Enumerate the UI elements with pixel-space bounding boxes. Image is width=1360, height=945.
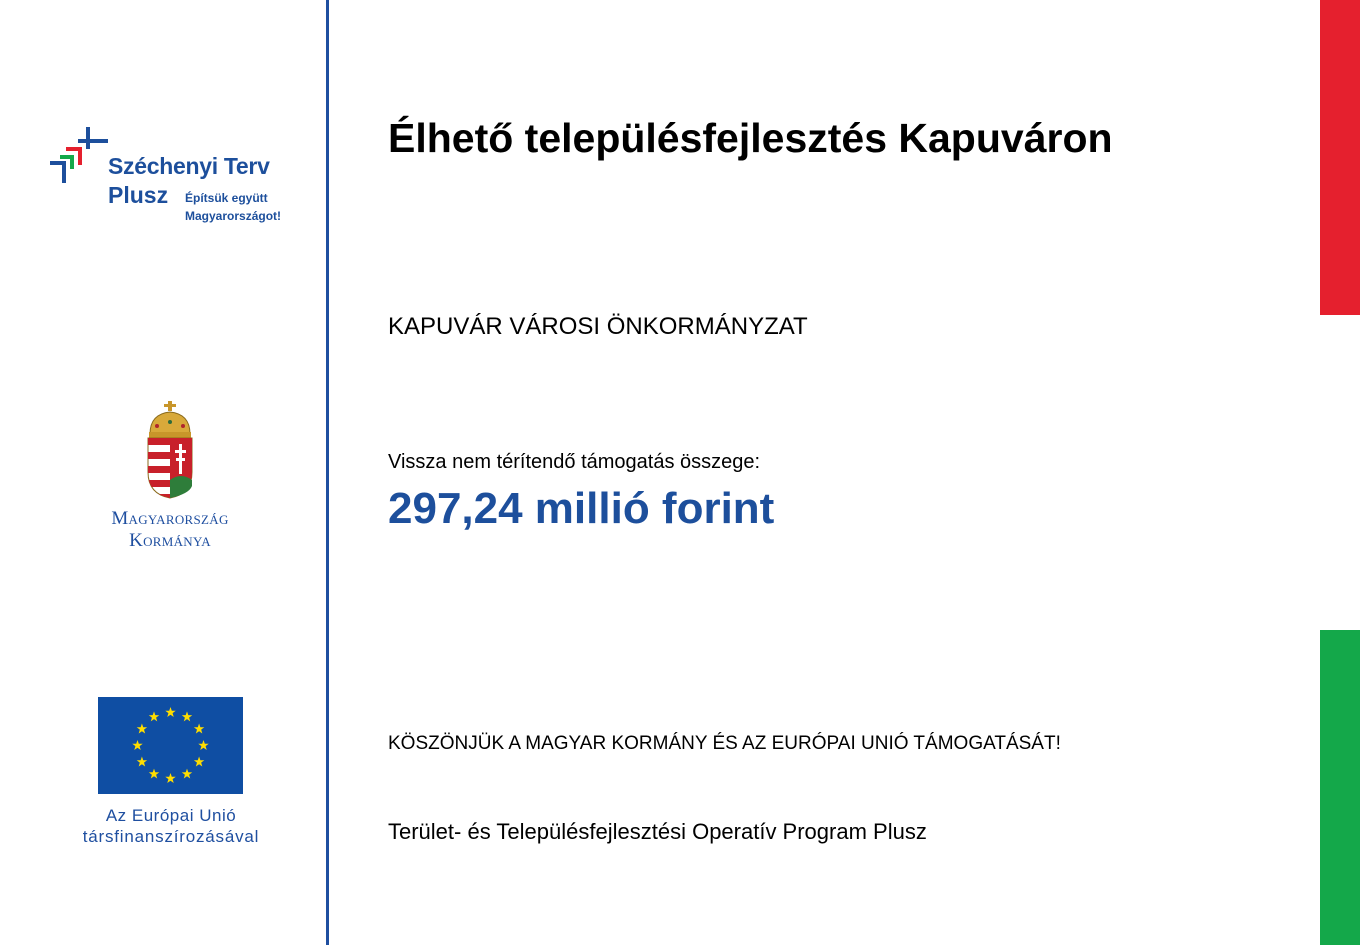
- government-name-line-2: Kormánya: [129, 530, 211, 551]
- grant-amount-label: Vissza nem térítendő támogatás összege:: [388, 451, 761, 473]
- eu-star-icon: [182, 711, 192, 721]
- szechenyi-logo: [50, 125, 310, 230]
- coat-of-arms-icon: [145, 400, 195, 500]
- szechenyi-tagline-1: Építsük együtt: [185, 191, 268, 205]
- szechenyi-plus: Plusz: [108, 182, 169, 208]
- program-name: Terület- és Településfejlesztési Operatív Program Plusz: [388, 819, 927, 844]
- eu-star-icon: [132, 740, 142, 750]
- vertical-divider: [326, 0, 329, 945]
- eu-star-icon: [194, 724, 204, 734]
- project-title: Élhető településfejlesztés Kapuváron: [388, 115, 1113, 161]
- szechenyi-cross-icon: [50, 125, 110, 187]
- eu-caption-line-1: Az Európai Unió: [105, 806, 237, 825]
- eu-star-icon: [149, 769, 159, 779]
- grant-amount: 297,24 millió forint: [388, 484, 775, 533]
- eu-star-icon: [165, 773, 175, 783]
- szechenyi-name: Széchenyi Terv: [108, 153, 270, 179]
- logo-panel: [0, 0, 326, 945]
- government-logo: [70, 400, 270, 560]
- eu-star-icon: [165, 707, 175, 717]
- thanks-message: KÖSZÖNJÜK A MAGYAR KORMÁNY ÉS AZ EURÓPAI UNIÓ TÁMOGATÁSÁT!: [388, 733, 1061, 754]
- beneficiary-name: KAPUVÁR VÁROSI ÖNKORMÁNYZAT: [388, 313, 808, 340]
- government-name-line-1: Magyarország: [111, 508, 229, 529]
- eu-star-icon: [182, 769, 192, 779]
- eu-star-icon: [149, 711, 159, 721]
- szechenyi-tagline-2: Magyarországot!: [185, 209, 282, 223]
- flag-stripe-green: [1320, 630, 1360, 945]
- eu-star-icon: [137, 757, 147, 767]
- flag-stripe-red: [1320, 0, 1360, 315]
- eu-star-icon: [198, 740, 208, 750]
- eu-flag-icon: [98, 697, 243, 794]
- eu-stars: [98, 697, 243, 794]
- eu-star-icon: [137, 724, 147, 734]
- eu-star-icon: [194, 757, 204, 767]
- eu-caption-line-2: társfinanszírozásával: [82, 827, 260, 846]
